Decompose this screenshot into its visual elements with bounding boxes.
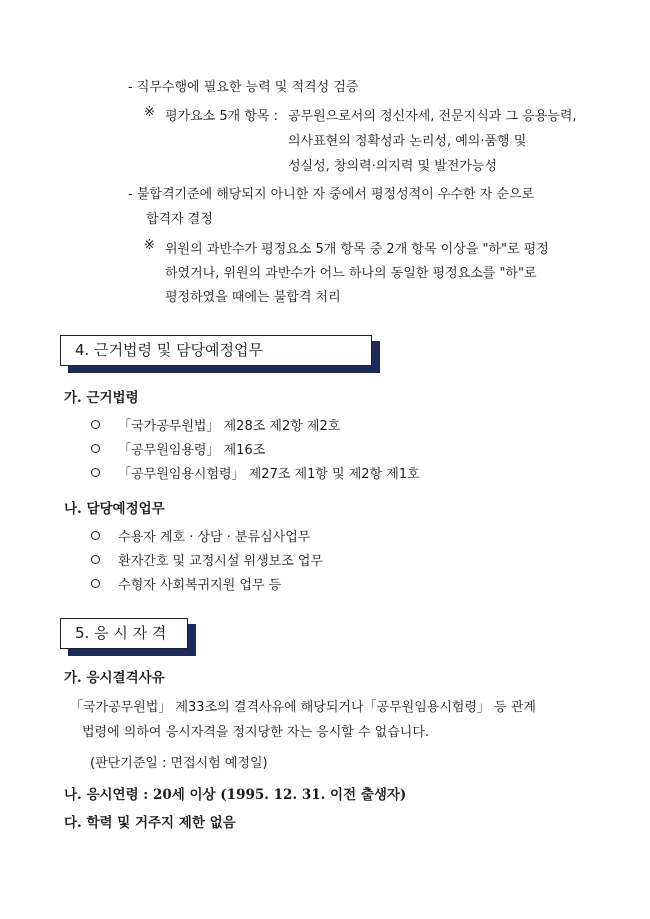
- fail-note-line-3: 평정하였을 때에는 불합격 처리: [165, 290, 341, 305]
- circle-bullet-icon: [91, 531, 100, 540]
- law-text: 「공무원임용령」 제16조: [118, 443, 266, 458]
- criteria-bullet-2-line-1: - 불합격기준에 해당되지 아니한 자 중에서 평정성적이 우수한 자 순으로: [128, 187, 535, 202]
- law-text: 「공무원임용시험령」 제27조 제1항 및 제2항 제1호: [118, 467, 420, 482]
- evaluation-line-3: 성실성, 창의력·의지력 및 발전가능성: [288, 159, 498, 174]
- no-restriction: 다. 학력 및 거주지 제한 없음: [64, 815, 236, 831]
- law-item: [91, 415, 340, 434]
- duty-text: 수형자 사회복귀지원 업무 등: [118, 578, 282, 593]
- section-4-sub-a: 가. 근거법령: [64, 390, 139, 406]
- criteria-bullet-2-line-2: 합격자 결정: [146, 212, 213, 227]
- circle-bullet-icon: [91, 420, 100, 429]
- fail-note-line-2: 하였거나, 위원의 과반수가 어느 하나의 동일한 평정요소를 "하"로: [165, 266, 537, 281]
- evaluation-line-2: 의사표현의 정확성과 논리성, 예의·품행 및: [288, 134, 527, 149]
- law-text: 「국가공무원법」 제28조 제2항 제2호: [118, 419, 341, 434]
- age-requirement: 나. 응시연령 : 20세 이상 (1995. 12. 31. 이전 출생자): [64, 787, 407, 803]
- duty-item: [91, 526, 310, 545]
- evaluation-line-1: 공무원으로서의 정신자세, 전문지식과 그 응용능력,: [288, 109, 577, 124]
- duty-text: 환자간호 및 교정시설 위생보조 업무: [118, 554, 324, 569]
- circle-bullet-icon: [91, 579, 100, 588]
- circle-bullet-icon: [91, 468, 100, 477]
- duty-item: [91, 550, 323, 569]
- evaluation-label: 평가요소 5개 항목 :: [165, 109, 278, 124]
- disqualification-line-2: 법령에 의하여 응시자격을 정지당한 자는 응시할 수 없습니다.: [82, 725, 430, 740]
- fail-note-line-1: 위원의 과반수가 평정요소 5개 항목 중 2개 항목 이상을 "하"로 평정: [165, 242, 549, 257]
- reference-date: (판단기준일 : 면접시험 예정일): [90, 756, 268, 771]
- section-4-sub-b: 나. 담당예정업무: [64, 501, 165, 517]
- section-5-header: [60, 618, 196, 656]
- duty-item: [91, 574, 281, 593]
- duty-text: 수용자 계호 · 상담 · 분류심사업무: [118, 530, 311, 545]
- note-mark-2: ※: [144, 238, 155, 253]
- law-item: [91, 439, 265, 458]
- section-4-title: 4. 근거법령 및 담당예정업무: [60, 335, 372, 366]
- law-item: [91, 463, 420, 482]
- circle-bullet-icon: [91, 555, 100, 564]
- disqualification-line-1: 「국가공무원법」 제33조의 결격사유에 해당되거나「공무원임용시험령」 등 관계: [70, 700, 536, 715]
- section-5-title: 5. 응 시 자 격: [60, 618, 188, 649]
- note-mark-1: ※: [144, 105, 155, 120]
- circle-bullet-icon: [91, 444, 100, 453]
- section-4-header: [60, 335, 380, 373]
- section-5-sub-a: 가. 응시결격사유: [64, 670, 165, 686]
- criteria-bullet-1: - 직무수행에 필요한 능력 및 적격성 검증: [128, 80, 359, 95]
